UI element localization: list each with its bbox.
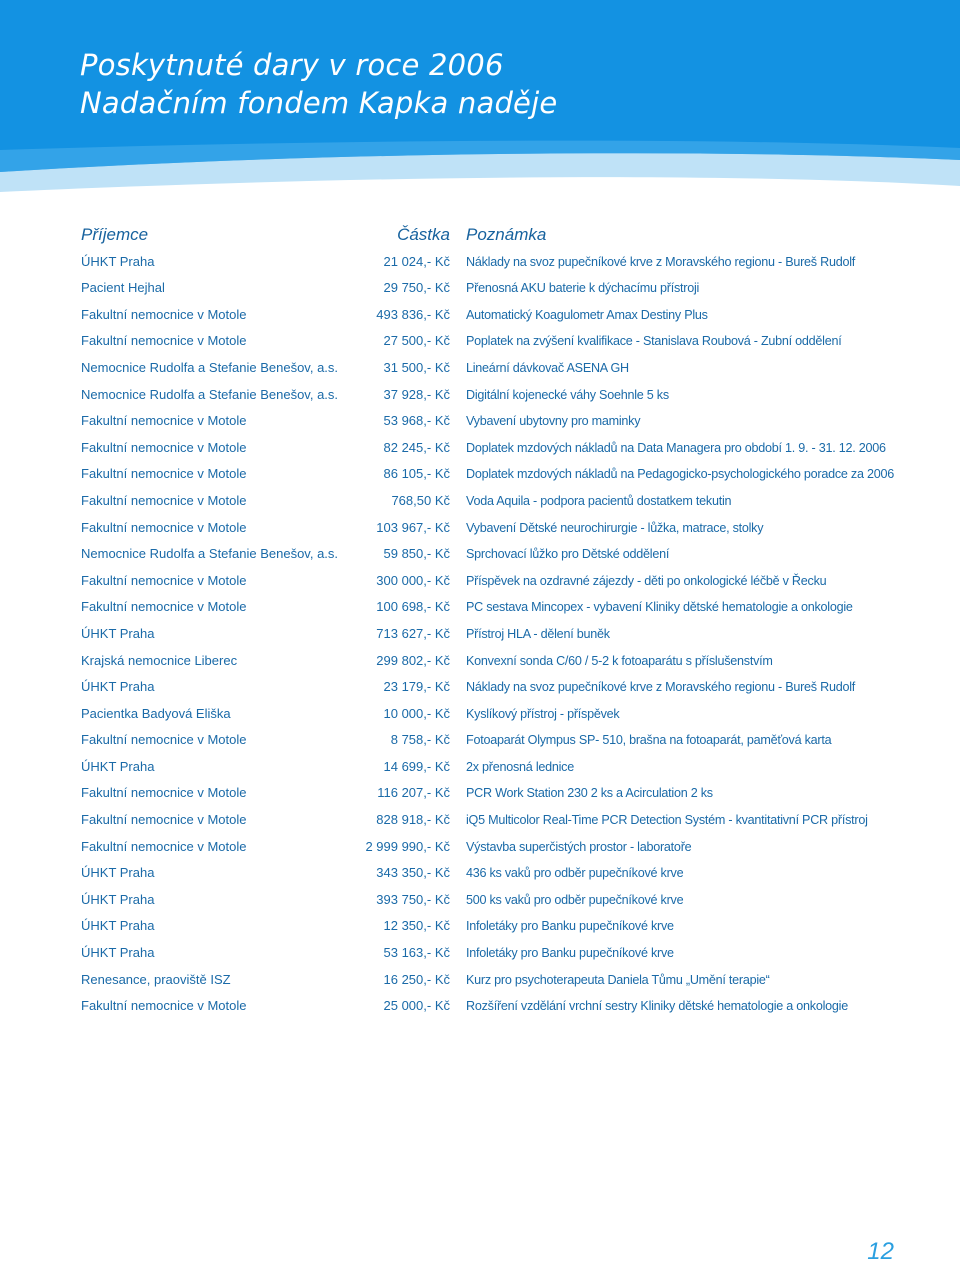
amount-cell: 300 000,- Kč — [376, 572, 450, 588]
table-row — [0, 860, 960, 887]
amount-cell: 828 918,- Kč — [376, 812, 450, 828]
title-line-2: Nadačním fondem Kapka naděje — [80, 86, 558, 120]
recipient-cell: Fakultní nemocnice v Motole — [81, 998, 247, 1014]
amount-cell: 29 750,- Kč — [383, 280, 450, 296]
amount-cell: 10 000,- Kč — [383, 705, 450, 721]
note-cell: Automatický Koagulometr Amax Destiny Plus — [466, 307, 708, 322]
table-row — [0, 435, 960, 462]
table-row — [0, 382, 960, 409]
recipient-cell: Renesance, praoviště ISZ — [81, 971, 231, 987]
table-row — [0, 727, 960, 754]
note-cell: Digitální kojenecké váhy Soehnle 5 ks — [466, 387, 669, 402]
note-cell: Doplatek mzdových nákladů na Pedagogicko-psychologického poradce za 2006 — [466, 467, 894, 482]
amount-cell: 86 105,- Kč — [383, 466, 450, 482]
amount-cell: 103 967,- Kč — [376, 519, 450, 535]
amount-cell: 25 000,- Kč — [383, 998, 450, 1014]
table-row — [0, 355, 960, 382]
note-cell: Sprchovací lůžko pro Dětské oddělení — [466, 547, 670, 562]
note-cell: Kurz pro psychoterapeuta Daniela Tůmu „Umění terapie“ — [466, 972, 770, 987]
amount-cell: 493 836,- Kč — [376, 306, 450, 322]
table-row — [0, 541, 960, 568]
note-cell: Infoletáky pro Banku pupečníkové krve — [466, 919, 674, 934]
recipient-cell: Fakultní nemocnice v Motole — [81, 333, 247, 349]
recipient-cell: ÚHKT Praha — [81, 891, 155, 907]
note-cell: Přístroj HLA - dělení buněk — [466, 626, 610, 641]
table-row — [0, 275, 960, 302]
amount-cell: 768,50 Kč — [391, 492, 450, 508]
amount-cell: 116 207,- Kč — [377, 785, 450, 801]
note-cell: Přenosná AKU baterie k dýchacímu přístroji — [466, 281, 700, 296]
note-cell: Výstavba superčistých prostor - laboratoře — [466, 839, 692, 854]
recipient-cell: ÚHKT Praha — [81, 945, 155, 961]
recipient-cell: Pacient Hejhal — [81, 280, 165, 296]
recipient-cell: ÚHKT Praha — [81, 679, 155, 695]
recipient-cell: Fakultní nemocnice v Motole — [81, 572, 247, 588]
amount-cell: 343 350,- Kč — [376, 865, 450, 881]
page-number: 12 — [867, 1238, 894, 1265]
table-row — [0, 488, 960, 515]
column-header-note: Poznámka — [466, 225, 547, 244]
recipient-cell: ÚHKT Praha — [81, 758, 155, 774]
note-cell: Rozšíření vzdělání vrchní sestry Kliniky dětské hematologie a onkologie — [466, 999, 848, 1014]
table-row — [0, 834, 960, 861]
table-row — [0, 940, 960, 967]
amount-cell: 53 968,- Kč — [383, 413, 450, 429]
table-header — [0, 222, 960, 249]
table-row — [0, 967, 960, 994]
table-row — [0, 594, 960, 621]
table-row — [0, 568, 960, 595]
note-cell: PCR Work Station 230 2 ks a Acirculation 2 ks — [466, 786, 713, 801]
note-cell: 436 ks vaků pro odběr pupečníkové krve — [466, 866, 684, 881]
note-cell: Příspěvek na ozdravné zájezdy - děti po onkologické léčbě v Řecku — [466, 573, 827, 588]
recipient-cell: Fakultní nemocnice v Motole — [81, 439, 247, 455]
amount-cell: 16 250,- Kč — [383, 971, 450, 987]
donations-table — [0, 222, 960, 1020]
table-row — [0, 328, 960, 355]
note-cell: iQ5 Multicolor Real-Time PCR Detection Systém - kvantitativní PCR přístroj — [466, 813, 868, 828]
note-cell: Fotoaparát Olympus SP- 510, brašna na fotoaparát, paměťová karta — [466, 733, 832, 748]
table-row — [0, 674, 960, 701]
recipient-cell: Fakultní nemocnice v Motole — [81, 466, 247, 482]
note-cell: Infoletáky pro Banku pupečníkové krve — [466, 946, 674, 961]
note-cell: Doplatek mzdových nákladů na Data Managera pro období 1. 9. - 31. 12. 2006 — [466, 440, 886, 455]
amount-cell: 14 699,- Kč — [383, 758, 450, 774]
amount-cell: 393 750,- Kč — [376, 891, 450, 907]
note-cell: Lineární dávkovač ASENA GH — [466, 360, 629, 375]
amount-cell: 8 758,- Kč — [390, 732, 450, 748]
table-row — [0, 621, 960, 648]
table-row — [0, 648, 960, 675]
recipient-cell: Nemocnice Rudolfa a Stefanie Benešov, a.s. — [81, 386, 339, 402]
note-cell: 500 ks vaků pro odběr pupečníkové krve — [466, 892, 684, 907]
recipient-cell: Fakultní nemocnice v Motole — [81, 519, 247, 535]
column-header-amount: Částka — [397, 225, 450, 244]
table-row — [0, 807, 960, 834]
note-cell: Konvexní sonda C/60 / 5-2 k fotoaparátu s příslušenstvím — [466, 653, 773, 668]
note-cell: Vybavení ubytovny pro maminky — [466, 414, 641, 429]
note-cell: Náklady na svoz pupečníkové krve z Moravského regionu - Bureš Rudolf — [466, 254, 856, 269]
note-cell: Poplatek na zvýšení kvalifikace - Stanislava Roubová - Zubní oddělení — [466, 334, 842, 349]
amount-cell: 27 500,- Kč — [383, 333, 450, 349]
table-row — [0, 913, 960, 940]
amount-cell: 12 350,- Kč — [383, 918, 450, 934]
table-row — [0, 249, 960, 276]
table-row — [0, 461, 960, 488]
table-body — [0, 249, 960, 1020]
amount-cell: 299 802,- Kč — [376, 652, 450, 668]
table-row — [0, 780, 960, 807]
recipient-cell: Fakultní nemocnice v Motole — [81, 306, 247, 322]
recipient-cell: Fakultní nemocnice v Motole — [81, 812, 247, 828]
table-row — [0, 701, 960, 728]
amount-cell: 82 245,- Kč — [383, 439, 450, 455]
note-cell: Vybavení Dětské neurochirurgie - lůžka, matrace, stolky — [466, 520, 764, 535]
recipient-cell: Fakultní nemocnice v Motole — [81, 492, 247, 508]
table-row — [0, 515, 960, 542]
note-cell: Náklady na svoz pupečníkové krve z Moravského regionu - Bureš Rudolf — [466, 680, 856, 695]
recipient-cell: Fakultní nemocnice v Motole — [81, 838, 247, 854]
recipient-cell: ÚHKT Praha — [81, 625, 155, 641]
amount-cell: 713 627,- Kč — [376, 625, 450, 641]
title-line-1: Poskytnuté dary v roce 2006 — [80, 48, 504, 82]
recipient-cell: ÚHKT Praha — [81, 918, 155, 934]
column-header-recipient: Příjemce — [81, 225, 149, 244]
recipient-cell: Fakultní nemocnice v Motole — [81, 599, 247, 615]
table-row — [0, 754, 960, 781]
amount-cell: 23 179,- Kč — [383, 679, 450, 695]
amount-cell: 2 999 990,- Kč — [365, 838, 450, 854]
recipient-cell: Fakultní nemocnice v Motole — [81, 785, 247, 801]
page-title — [80, 46, 557, 122]
recipient-cell: Fakultní nemocnice v Motole — [81, 413, 247, 429]
table-row — [0, 408, 960, 435]
note-cell: Voda Aquila - podpora pacientů dostatkem tekutin — [466, 493, 732, 508]
amount-cell: 100 698,- Kč — [376, 599, 450, 615]
recipient-cell: Pacientka Badyová Eliška — [81, 705, 231, 721]
recipient-cell: ÚHKT Praha — [81, 253, 155, 269]
recipient-cell: Fakultní nemocnice v Motole — [81, 732, 247, 748]
note-cell: 2x přenosná lednice — [466, 759, 574, 774]
recipient-cell: Nemocnice Rudolfa a Stefanie Benešov, a.s. — [81, 546, 339, 562]
recipient-cell: Nemocnice Rudolfa a Stefanie Benešov, a.s. — [81, 359, 339, 375]
note-cell: PC sestava Mincopex - vybavení Kliniky dětské hematologie a onkologie — [466, 600, 853, 615]
amount-cell: 21 024,- Kč — [383, 253, 450, 269]
table-row — [0, 887, 960, 914]
recipient-cell: Krajská nemocnice Liberec — [81, 652, 238, 668]
table-row — [0, 993, 960, 1020]
amount-cell: 31 500,- Kč — [383, 359, 450, 375]
note-cell: Kyslíkový přístroj - příspěvek — [466, 706, 620, 721]
amount-cell: 37 928,- Kč — [383, 386, 450, 402]
recipient-cell: ÚHKT Praha — [81, 865, 155, 881]
amount-cell: 59 850,- Kč — [383, 546, 450, 562]
amount-cell: 53 163,- Kč — [383, 945, 450, 961]
table-row — [0, 302, 960, 329]
